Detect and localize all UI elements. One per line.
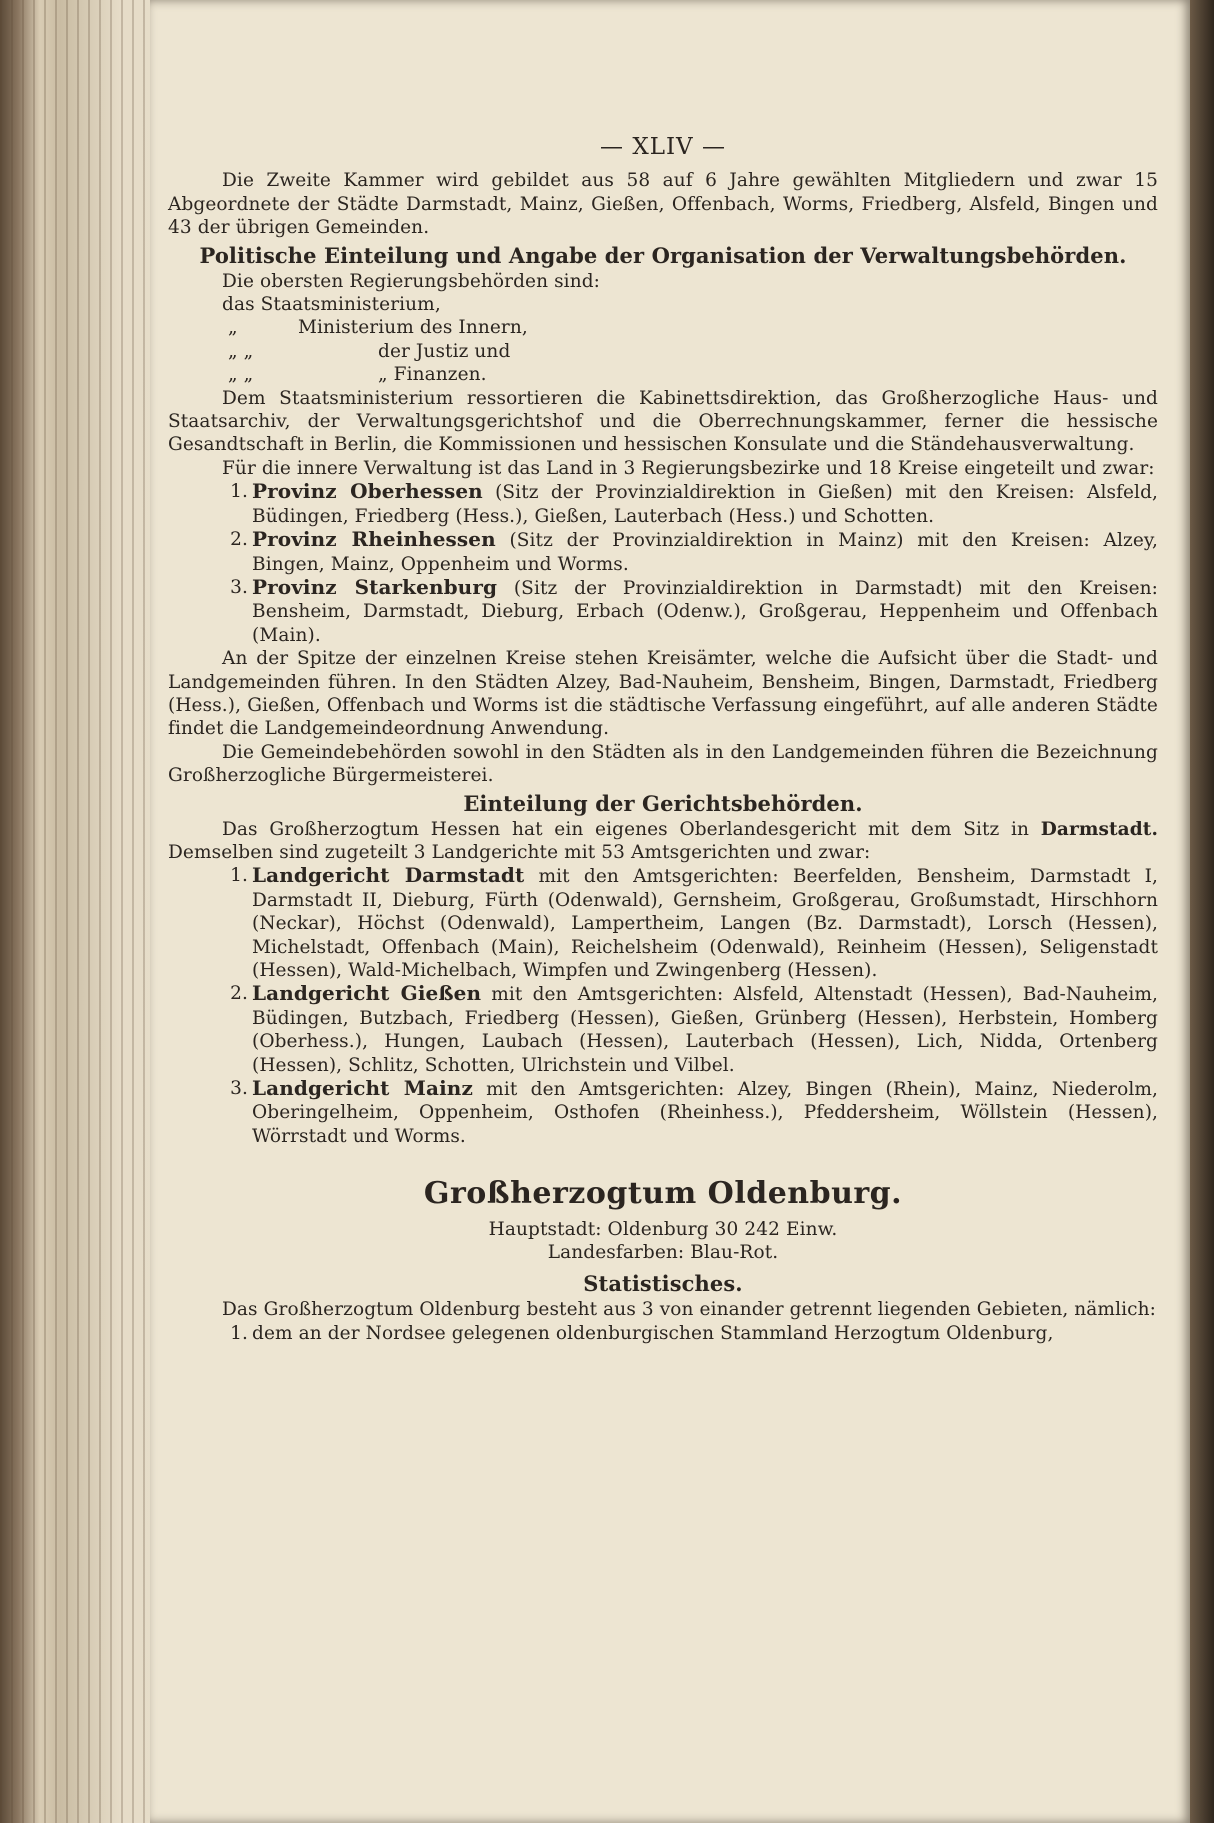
paragraph-districts: An der Spitze der einzelnen Kreise stehen Kreisämter, welche die Aufsicht über die Stadt- und Landgemeinden führen. In den Städten Alzey, Bad-Nauheim, Bensheim, Bingen, Darmstadt, Friedberg (Hess.), Gießen, Offenbach und Worms ist die städtische Verfassung eingeführt, auf alle anderen Städte findet die Landgemeindeordnung Anwendung. [168,648,1158,740]
oldenburg-territories-list [168,1322,1158,1345]
section-heading-administration: Politische Einteilung und Angabe der Organisation der Verwaltungsbehörden. [199,242,1127,268]
paragraph-interior: Für die innere Verwaltung ist das Land in 3 Regierungsbezirke und 18 Kreise eingeteilt und zwar: [222,457,1155,479]
authorities-lead: Die obersten Regierungsbehörden sind: [222,270,600,292]
authorities-list [168,293,1158,387]
authority-item: das Staatsministerium, [222,294,441,316]
paragraph-courts: Das Großherzogtum Hessen hat ein eigenes Oberlandesgericht mit dem Sitz in Darmstadt. Demselben sind zugeteilt 3 Landgerichte mit 53 Amtsgerichten und zwar: [168,818,1158,863]
ditto-mark: „ „ [228,364,254,386]
section-heading-courts: Einteilung der Gerichtsbehörden. [463,790,863,816]
ditto-mark: „ [228,317,238,339]
page-number: — XLIV — [600,134,726,160]
territory-item: 1. dem an der Nordsee gelegenen oldenburgischen Stammland Herzogtum Oldenburg, [230,1322,1054,1344]
authority-item: „ Ministerium des Innern, [228,317,528,339]
paragraph-ministry: Dem Staatsministerium ressortieren die Kabinettsdirektion, das Großherzogliche Haus- und Staatsarchiv, der Verwaltungsgerichtshof und die Oberrechnungskammer, ferner die hessische Gesandtschaft in Berlin, die Kommissionen und hessischen Konsulate und die Ständehausverwaltung. [168,387,1158,456]
provinces-list [168,480,1158,647]
court-item: 1. Landgericht Darmstadt mit den Amtsgerichten: Beerfelden, Bensheim, Darmstadt I, Darmstadt II, Dieburg, Fürth (Odenwald), Gernsheim, Großgerau, Großumstadt, Hirschhorn (Neckar), Höchst (Odenwald), Lampertheim, Langen (Bz. Darmstadt), Lorsch (Hessen), Michelstadt, Offenbach (Main), Reichelsheim (Odenwald), Reinheim (Hessen), Seligenstadt (Hessen), Wald-Michelbach, Wimpfen und Zwingenberg (Hessen). [230,863,1158,981]
paragraph-oldenburg: Das Großherzogtum Oldenburg besteht aus 3 von einander getrennt liegenden Gebieten, nämlich: [222,1299,1156,1321]
province-item: 1. Provinz Oberhessen (Sitz der Provinzialdirektion in Gießen) mit den Kreisen: Alsfeld, Büdingen, Friedberg (Hess.), Gießen, Lauterbach (Hess.) und Schotten. [230,479,1159,527]
oldenburg-colors: Landesfarben: Blau-Rot. [547,1242,779,1264]
page-text [168,136,1158,1345]
court-item: 3. Landgericht Mainz mit den Amtsgerichten: Alzey, Bingen (Rhein), Mainz, Niederolm, Oberingelheim, Oppenheim, Osthofen (Rheinhess.), Pfeddersheim, Wöllstein (Hessen), Wörrstadt und Worms. [230,1076,1158,1147]
oldenburg-capital: Hauptstadt: Oldenburg 30 242 Einw. [488,1218,838,1240]
intro-paragraph: Die Zweite Kammer wird gebildet aus 58 auf 6 Jahre gewählten Mitgliedern und zwar 15 Abgeordnete der Städte Darmstadt, Mainz, Gießen, Offenbach, Worms, Friedberg, Alsfeld, Bingen und 43 der übrigen Gemeinden. [168,170,1158,239]
oldenburg-title: Großherzogtum Oldenburg. [423,1176,903,1212]
section-heading-statistics: Statistisches. [583,1271,743,1297]
stacked-page-edges [0,0,150,1823]
authority-item: „ „ „ Finanzen. [228,364,487,386]
authority-item: „ „ der Justiz und [228,340,511,362]
court-item: 2. Landgericht Gießen mit den Amtsgerichten: Alsfeld, Altenstadt (Hessen), Bad-Nauheim, Büdingen, Butzbach, Friedberg (Hessen), Gießen, Grünberg (Hessen), Herbstein, Homberg (Oberhess.), Hungen, Laubach (Hessen), Lauterbach (Hessen), Lich, Nidda, Ortenberg (Hessen), Schlitz, Schotten, Ulrichstein und Vilbel. [230,981,1158,1076]
province-item: 2. Provinz Rheinhessen (Sitz der Provinzialdirektion in Mainz) mit den Kreisen: Alzey, Bingen, Mainz, Oppenheim und Worms. [230,527,1158,575]
paragraph-municipal: Die Gemeindebehörden sowohl in den Städten als in den Landgemeinden führen die Bezeichnung Großherzogliche Bürgermeisterei. [168,741,1158,787]
province-item: 3. Provinz Starkenburg (Sitz der Provinzialdirektion in Darmstadt) mit den Kreisen: Bensheim, Darmstadt, Dieburg, Erbach (Odenw.), Großgerau, Heppenheim und Offenbach (Main). [230,574,1158,646]
ditto-mark: „ „ [228,340,254,362]
courts-list [168,864,1158,1148]
